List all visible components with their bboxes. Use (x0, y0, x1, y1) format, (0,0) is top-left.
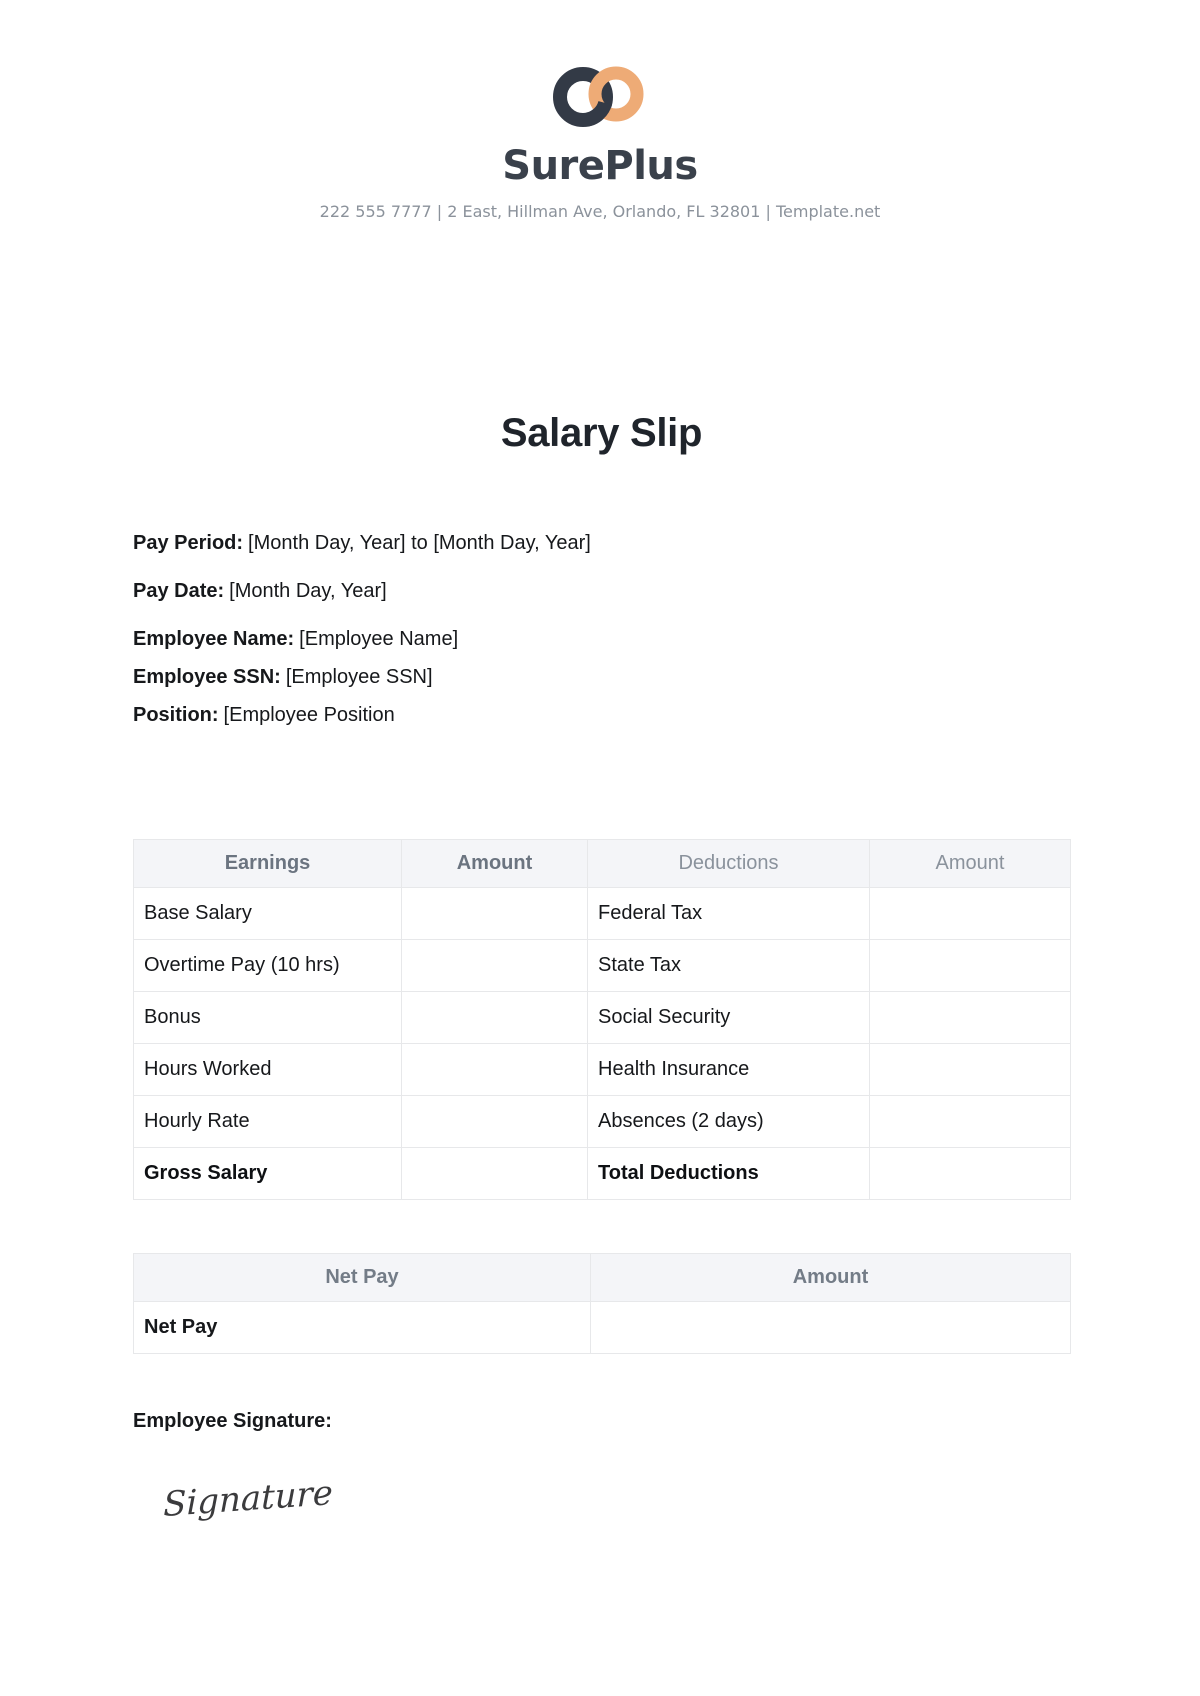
table-row (134, 992, 1071, 1044)
deduction-amount-cell (870, 1096, 1071, 1148)
earning-cell: Base Salary (134, 888, 402, 940)
header-net-amount: Amount (591, 1254, 1071, 1302)
table-row (134, 940, 1071, 992)
table-row (134, 888, 1071, 940)
earning-amount-cell (402, 992, 588, 1044)
table-row (134, 1044, 1071, 1096)
employee-fields (133, 532, 1070, 727)
earning-cell: Hourly Rate (134, 1096, 402, 1148)
net-pay-row (134, 1302, 1071, 1354)
earning-amount-cell (402, 940, 588, 992)
earning-cell: Hours Worked (134, 1044, 402, 1096)
header-earnings: Earnings (134, 840, 402, 888)
brand-contact-line: 222 555 7777 | 2 East, Hillman Ave, Orlando, FL 32801 | Template.net (319, 202, 881, 221)
gross-salary-cell: Gross Salary (134, 1148, 402, 1200)
total-deductions-amount-cell (870, 1148, 1071, 1200)
table-header-row (134, 840, 1071, 888)
net-pay-label-cell: Net Pay (134, 1302, 591, 1354)
field-label: Position: (133, 704, 219, 726)
header-net-pay: Net Pay (134, 1254, 591, 1302)
earning-amount-cell (402, 1096, 588, 1148)
net-pay-amount-cell (591, 1302, 1071, 1354)
field-value: [Employee Position (223, 704, 395, 726)
employee-signature-label: Employee Signature: (133, 1410, 332, 1432)
table-total-row (134, 1148, 1071, 1200)
header-deductions: Deductions (588, 840, 870, 888)
field-label: Employee Name: (133, 628, 295, 650)
field-label: Pay Period: (133, 532, 244, 554)
earnings-deductions-table (133, 839, 1071, 1200)
earning-cell: Bonus (134, 992, 402, 1044)
header-amount-earnings: Amount (402, 840, 588, 888)
earning-amount-cell (402, 888, 588, 940)
deduction-amount-cell (870, 940, 1071, 992)
field-position (133, 704, 1070, 727)
net-pay-header-row (134, 1254, 1071, 1302)
field-employee-ssn (133, 666, 1070, 689)
field-pay-period (133, 532, 1070, 555)
interlocked-rings-icon (552, 64, 648, 128)
deduction-amount-cell (870, 888, 1071, 940)
table-row (134, 1096, 1071, 1148)
document-title: Salary Slip (500, 411, 703, 455)
deduction-cell: Health Insurance (588, 1044, 870, 1096)
field-value: [Employee SSN] (285, 666, 433, 688)
brand-header (0, 0, 1200, 221)
deduction-cell: Absences (2 days) (588, 1096, 870, 1148)
field-pay-date (133, 580, 1070, 603)
header-amount-deductions: Amount (870, 840, 1071, 888)
field-label: Pay Date: (133, 580, 225, 602)
brand-name: SurePlus (502, 143, 698, 189)
field-label: Employee SSN: (133, 666, 281, 688)
deduction-amount-cell (870, 1044, 1071, 1096)
field-value: [Month Day, Year] to [Month Day, Year] (248, 532, 591, 554)
deduction-cell: State Tax (588, 940, 870, 992)
field-value: [Employee Name] (299, 628, 459, 650)
deduction-amount-cell (870, 992, 1071, 1044)
brand-logo-icon (552, 64, 648, 128)
document-body (0, 411, 1200, 1525)
net-pay-table (133, 1253, 1071, 1354)
deduction-cell: Federal Tax (588, 888, 870, 940)
field-value: [Month Day, Year] (229, 580, 387, 602)
total-deductions-cell: Total Deductions (588, 1148, 870, 1200)
earning-cell: Overtime Pay (10 hrs) (134, 940, 402, 992)
field-employee-name (133, 628, 1070, 651)
earning-amount-cell (402, 1044, 588, 1096)
deduction-cell: Social Security (588, 992, 870, 1044)
gross-salary-amount-cell (402, 1148, 588, 1200)
signature-script: Signature (163, 1473, 333, 1525)
